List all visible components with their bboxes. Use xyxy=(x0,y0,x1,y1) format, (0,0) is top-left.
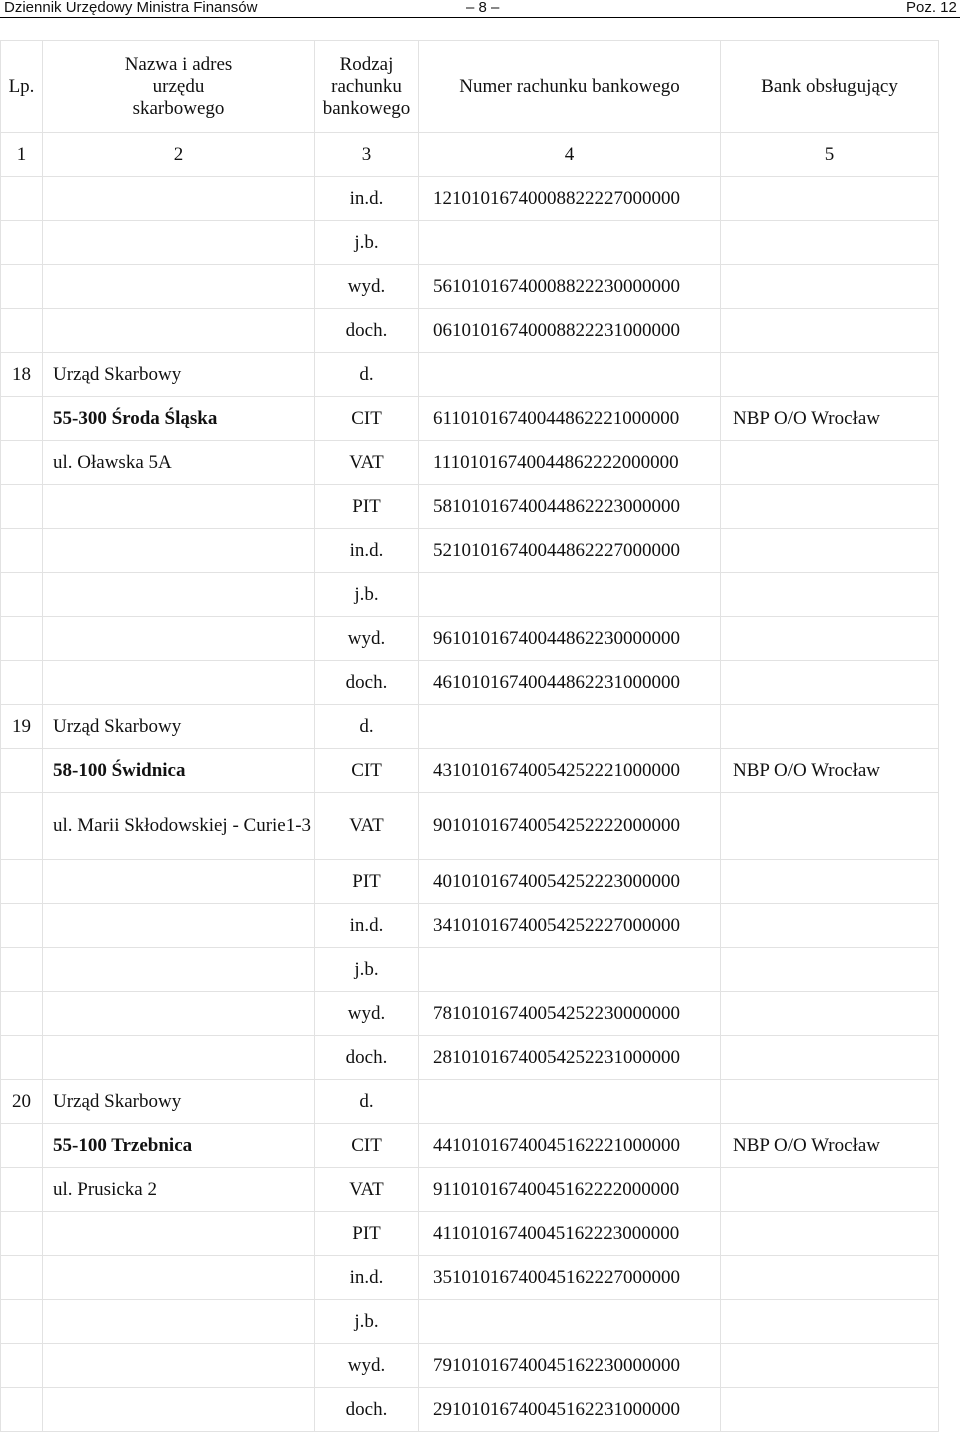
table-row xyxy=(1,1080,939,1124)
table-row xyxy=(1,1344,939,1388)
account-type-cell: doch. xyxy=(315,309,419,353)
column-header-row xyxy=(1,41,939,133)
account-number-cell: 61101016740044862221000000 xyxy=(419,397,721,441)
account-type-cell: in.d. xyxy=(315,177,419,221)
bank-cell xyxy=(721,573,939,617)
bank-cell xyxy=(721,992,939,1036)
journal-title: Dziennik Urzędowy Ministra Finansów xyxy=(4,0,258,16)
office-name-cell xyxy=(43,617,315,661)
column-number: 4 xyxy=(419,133,721,177)
page-header xyxy=(0,0,960,18)
bank-cell xyxy=(721,485,939,529)
bank-cell: NBP O/O Wrocław xyxy=(721,397,939,441)
bank-cell xyxy=(721,221,939,265)
bank-cell xyxy=(721,529,939,573)
table-row xyxy=(1,441,939,485)
bank-cell xyxy=(721,441,939,485)
row-lp-cell xyxy=(1,661,43,705)
office-name-cell xyxy=(43,1256,315,1300)
header-rule xyxy=(0,17,960,18)
row-lp-cell: 19 xyxy=(1,705,43,749)
table-row xyxy=(1,265,939,309)
account-number-cell: 40101016740054252223000000 xyxy=(419,860,721,904)
account-number-cell: 34101016740054252227000000 xyxy=(419,904,721,948)
office-name-cell: Urząd Skarbowy xyxy=(43,705,315,749)
bank-cell xyxy=(721,353,939,397)
bank-cell xyxy=(721,1388,939,1432)
account-type-cell: VAT xyxy=(315,441,419,485)
page-number: – 8 – xyxy=(466,0,500,16)
account-type-cell: j.b. xyxy=(315,221,419,265)
account-type-cell: CIT xyxy=(315,1124,419,1168)
account-number-cell: 11101016740044862222000000 xyxy=(419,441,721,485)
office-name-cell xyxy=(43,904,315,948)
row-lp-cell xyxy=(1,441,43,485)
account-type-cell: in.d. xyxy=(315,904,419,948)
account-number-cell: 58101016740044862223000000 xyxy=(419,485,721,529)
table-row xyxy=(1,177,939,221)
table-row xyxy=(1,573,939,617)
account-type-cell: wyd. xyxy=(315,1344,419,1388)
table-row xyxy=(1,1124,939,1168)
table-row xyxy=(1,793,939,860)
row-lp-cell xyxy=(1,309,43,353)
office-name-cell: Urząd Skarbowy xyxy=(43,353,315,397)
row-lp-cell xyxy=(1,904,43,948)
bank-cell: NBP O/O Wrocław xyxy=(721,749,939,793)
account-number-cell: 06101016740008822231000000 xyxy=(419,309,721,353)
row-lp-cell xyxy=(1,485,43,529)
account-number-cell: 78101016740054252230000000 xyxy=(419,992,721,1036)
office-name-cell xyxy=(43,177,315,221)
account-type-cell: doch. xyxy=(315,1036,419,1080)
account-number-cell xyxy=(419,948,721,992)
account-number-cell: 43101016740054252221000000 xyxy=(419,749,721,793)
account-type-cell: CIT xyxy=(315,749,419,793)
account-number-cell: 44101016740045162221000000 xyxy=(419,1124,721,1168)
office-name-cell xyxy=(43,485,315,529)
account-number-cell: 41101016740045162223000000 xyxy=(419,1212,721,1256)
bank-cell xyxy=(721,948,939,992)
column-number: 5 xyxy=(721,133,939,177)
office-name-cell xyxy=(43,661,315,705)
row-lp-cell xyxy=(1,177,43,221)
bank-cell xyxy=(721,177,939,221)
account-number-cell: 91101016740045162222000000 xyxy=(419,1168,721,1212)
table-row xyxy=(1,221,939,265)
account-type-cell: d. xyxy=(315,353,419,397)
bank-cell xyxy=(721,793,939,860)
bank-cell xyxy=(721,705,939,749)
office-name-cell xyxy=(43,948,315,992)
office-name-cell xyxy=(43,1344,315,1388)
account-type-cell: j.b. xyxy=(315,1300,419,1344)
column-number: 1 xyxy=(1,133,43,177)
account-type-cell: d. xyxy=(315,705,419,749)
column-header-bank: Bank obsługujący xyxy=(721,41,939,133)
row-lp-cell xyxy=(1,749,43,793)
table-row xyxy=(1,353,939,397)
account-type-cell: wyd. xyxy=(315,992,419,1036)
table-row xyxy=(1,1300,939,1344)
row-lp-cell xyxy=(1,1036,43,1080)
row-lp-cell xyxy=(1,793,43,860)
office-name-cell: 55-100 Trzebnica xyxy=(43,1124,315,1168)
row-lp-cell xyxy=(1,617,43,661)
office-name-cell xyxy=(43,860,315,904)
account-number-cell: 28101016740054252231000000 xyxy=(419,1036,721,1080)
account-number-cell xyxy=(419,353,721,397)
account-type-cell: doch. xyxy=(315,661,419,705)
row-lp-cell xyxy=(1,397,43,441)
table-row xyxy=(1,1036,939,1080)
account-type-cell: CIT xyxy=(315,397,419,441)
office-name-cell xyxy=(43,309,315,353)
office-name-cell: ul. Prusicka 2 xyxy=(43,1168,315,1212)
office-name-cell: Urząd Skarbowy xyxy=(43,1080,315,1124)
account-type-cell: in.d. xyxy=(315,529,419,573)
account-type-cell: VAT xyxy=(315,793,419,860)
office-name-cell xyxy=(43,1036,315,1080)
account-number-cell: 46101016740044862231000000 xyxy=(419,661,721,705)
office-name-cell: ul. Oławska 5A xyxy=(43,441,315,485)
account-type-cell: VAT xyxy=(315,1168,419,1212)
row-lp-cell xyxy=(1,1212,43,1256)
office-name-cell xyxy=(43,1300,315,1344)
bank-cell xyxy=(721,1168,939,1212)
row-lp-cell xyxy=(1,265,43,309)
bank-cell xyxy=(721,617,939,661)
table-row xyxy=(1,485,939,529)
account-number-cell xyxy=(419,1300,721,1344)
account-number-cell: 56101016740008822230000000 xyxy=(419,265,721,309)
row-lp-cell xyxy=(1,1344,43,1388)
office-name-cell xyxy=(43,573,315,617)
bank-cell xyxy=(721,1036,939,1080)
table-row xyxy=(1,617,939,661)
account-type-cell: d. xyxy=(315,1080,419,1124)
table-row xyxy=(1,1212,939,1256)
bank-cell xyxy=(721,309,939,353)
row-lp-cell xyxy=(1,1168,43,1212)
account-number-cell: 29101016740045162231000000 xyxy=(419,1388,721,1432)
bank-cell: NBP O/O Wrocław xyxy=(721,1124,939,1168)
account-type-cell: PIT xyxy=(315,485,419,529)
table-row xyxy=(1,1388,939,1432)
account-number-cell: 35101016740045162227000000 xyxy=(419,1256,721,1300)
table-row xyxy=(1,860,939,904)
table-row xyxy=(1,948,939,992)
office-name-cell: 55-300 Środa Śląska xyxy=(43,397,315,441)
bank-cell xyxy=(721,661,939,705)
table-row xyxy=(1,749,939,793)
office-name-cell xyxy=(43,265,315,309)
row-lp-cell xyxy=(1,1256,43,1300)
bank-cell xyxy=(721,860,939,904)
bank-accounts-table xyxy=(0,40,939,1432)
office-name-cell xyxy=(43,221,315,265)
office-name-cell xyxy=(43,1212,315,1256)
account-type-cell: j.b. xyxy=(315,948,419,992)
account-type-cell: j.b. xyxy=(315,573,419,617)
account-number-cell: 79101016740045162230000000 xyxy=(419,1344,721,1388)
column-header-name: Nazwa i adres urzędu skarbowego xyxy=(43,41,315,133)
bank-cell xyxy=(721,1212,939,1256)
account-number-cell: 12101016740008822227000000 xyxy=(419,177,721,221)
account-number-cell: 52101016740044862227000000 xyxy=(419,529,721,573)
account-number-cell xyxy=(419,573,721,617)
account-type-cell: PIT xyxy=(315,860,419,904)
table-row xyxy=(1,992,939,1036)
row-lp-cell xyxy=(1,529,43,573)
column-number: 3 xyxy=(315,133,419,177)
bank-cell xyxy=(721,1080,939,1124)
bank-cell xyxy=(721,904,939,948)
row-lp-cell xyxy=(1,860,43,904)
row-lp-cell xyxy=(1,992,43,1036)
bank-cell xyxy=(721,1344,939,1388)
account-type-cell: doch. xyxy=(315,1388,419,1432)
account-type-cell: in.d. xyxy=(315,1256,419,1300)
account-number-cell: 90101016740054252222000000 xyxy=(419,793,721,860)
office-name-cell: 58-100 Świdnica xyxy=(43,749,315,793)
account-number-cell xyxy=(419,221,721,265)
table-row xyxy=(1,397,939,441)
row-lp-cell xyxy=(1,1388,43,1432)
row-lp-cell xyxy=(1,221,43,265)
office-name-cell xyxy=(43,992,315,1036)
position-number: Poz. 12 xyxy=(906,0,957,16)
table-row xyxy=(1,309,939,353)
office-name-cell xyxy=(43,529,315,573)
column-header-lp: Lp. xyxy=(1,41,43,133)
account-type-cell: wyd. xyxy=(315,617,419,661)
bank-cell xyxy=(721,1256,939,1300)
table-row xyxy=(1,1168,939,1212)
office-name-cell xyxy=(43,1388,315,1432)
row-lp-cell: 18 xyxy=(1,353,43,397)
table-row xyxy=(1,904,939,948)
row-lp-cell xyxy=(1,1300,43,1344)
column-number: 2 xyxy=(43,133,315,177)
account-number-cell xyxy=(419,705,721,749)
account-type-cell: wyd. xyxy=(315,265,419,309)
row-lp-cell xyxy=(1,948,43,992)
table-row xyxy=(1,705,939,749)
bank-cell xyxy=(721,265,939,309)
table-row xyxy=(1,661,939,705)
account-number-cell: 96101016740044862230000000 xyxy=(419,617,721,661)
bank-cell xyxy=(721,1300,939,1344)
row-lp-cell xyxy=(1,1124,43,1168)
table-row xyxy=(1,529,939,573)
row-lp-cell: 20 xyxy=(1,1080,43,1124)
table-row xyxy=(1,1256,939,1300)
row-lp-cell xyxy=(1,573,43,617)
account-number-cell xyxy=(419,1080,721,1124)
account-type-cell: PIT xyxy=(315,1212,419,1256)
column-header-account: Numer rachunku bankowego xyxy=(419,41,721,133)
column-number-row xyxy=(1,133,939,177)
column-header-type: Rodzaj rachunku bankowego xyxy=(315,41,419,133)
office-name-cell: ul. Marii Skłodowskiej - Curie1-3 xyxy=(43,793,315,860)
